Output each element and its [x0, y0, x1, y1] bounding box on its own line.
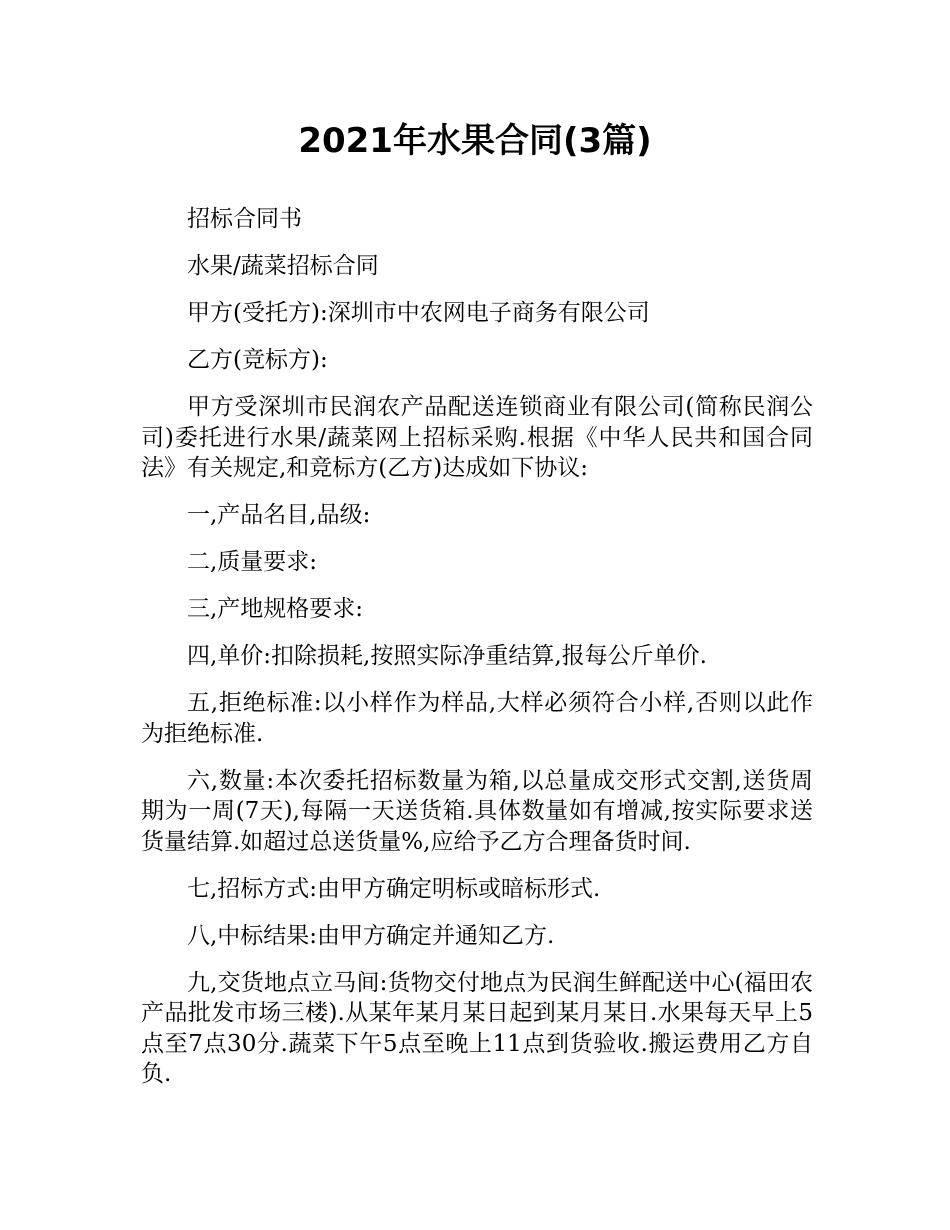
- clause-1-product: 一,产品名目,品级:: [187, 502, 371, 528]
- document-title: 2021年水果合同(3篇): [298, 121, 652, 161]
- paragraph-heading-contract: 招标合同书: [187, 206, 302, 232]
- clause-4-price: 四,单价:扣除损耗,按照实际净重结算,报每公斤单价.: [187, 643, 707, 669]
- clause-8-result: 八,中标结果:由甲方确定并通知乙方.: [187, 922, 555, 949]
- paragraph-party-a: 甲方(受托方):深圳市中农网电子商务有限公司: [187, 300, 650, 326]
- clause-3-origin: 三,产地规格要求:: [187, 596, 364, 622]
- clause-7-bidding: 七,招标方式:由甲方确定明标或暗标形式.: [187, 875, 601, 902]
- paragraph-contract-name: 水果/蔬菜招标合同: [187, 253, 379, 279]
- paragraph-party-b: 乙方(竞标方):: [187, 347, 328, 373]
- clause-2-quality: 二,质量要求:: [187, 549, 318, 575]
- paragraph-preamble: 甲方受深圳市民润农产品配送连锁商业有限公司(简称民润公司)委托进行水果/蔬菜网上招标采购.根据《中华人民共和国合同法》有关规定,和竞标方(乙方)达成如下协议:: [141, 394, 813, 481]
- clause-9-delivery: 九,交货地点立马间:货物交付地点为民润生鲜配送中心(福田农产品批发市场三楼).从某年某月某日起到某月某日.水果每天早上5点至7点30分.蔬菜下午5点至晚上11点到货验收.搬运费用乙方自负.: [141, 969, 813, 1087]
- clause-6-quantity: 六,数量:本次委托招标数量为箱,以总量成交形式交割,送货周期为一周(7天),每隔一天送货箱.具体数量如有增减,按实际要求送货量结算.如超过总送货量%,应给予乙方合理备货时间.: [141, 767, 813, 855]
- document-body: [141, 204, 813, 1106]
- clause-5-rejection: 五,拒绝标准:以小样作为样品,大样必须符合小样,否则以此作为拒绝标准.: [141, 690, 813, 747]
